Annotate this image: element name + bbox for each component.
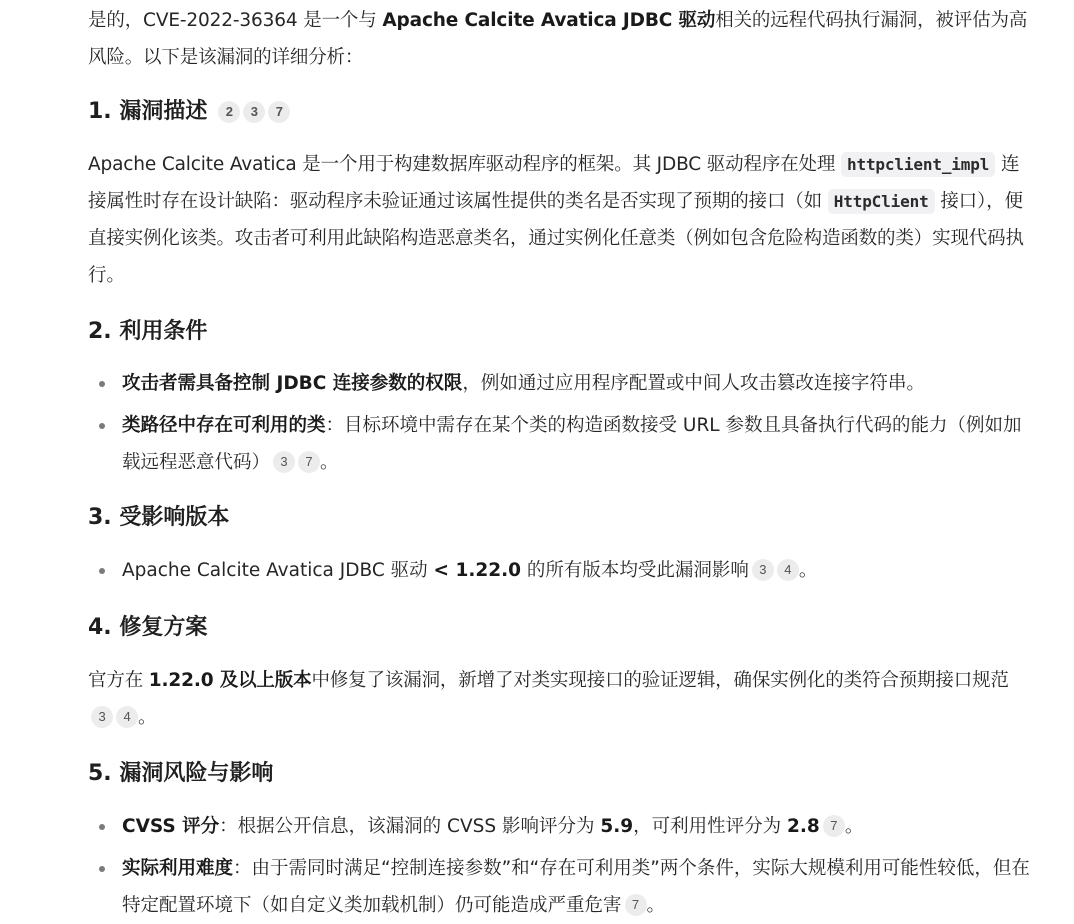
section-4-text-2: 中修复了该漏洞，新增了对类实现接口的验证逻辑，确保实例化的类符合预期接口规范: [311, 670, 1009, 691]
section-5-heading: 5. 漏洞风险与影响: [88, 761, 274, 786]
item-text: ，可利用性评分为: [633, 816, 788, 837]
item-bold: 类路径中存在可利用的类: [122, 415, 326, 436]
section-1-paragraph: [88, 146, 1033, 294]
bullet-dot: [99, 568, 105, 574]
item-text: ，例如通过应用程序配置或中间人攻击篡改连接字符串。: [462, 373, 925, 394]
citation-badge[interactable]: 7: [298, 451, 320, 473]
intro-bold: Apache Calcite Avatica JDBC 驱动: [382, 10, 716, 31]
item-bold: CVSS 评分: [122, 816, 220, 837]
inline-code: httpclient_impl: [841, 152, 995, 177]
section-3-heading: 3. 受影响版本: [88, 505, 230, 530]
section-4-paragraph: [88, 662, 1033, 736]
list-item: [88, 850, 1033, 924]
citation-badge[interactable]: 2: [218, 101, 240, 123]
section-4-bold: 1.22.0 及以上版本: [148, 670, 312, 691]
citation-badge[interactable]: 3: [273, 451, 295, 473]
citation-badge[interactable]: 3: [243, 101, 265, 123]
list-item: [88, 407, 1033, 481]
section-1-text-2: 连接属性时存在设计缺陷：驱动程序未验证通过该属性提供的类名是否实现了预期的接口（如: [88, 154, 1020, 212]
list-item: [88, 365, 1033, 402]
bullet-dot: [99, 423, 105, 429]
section-4-text-1: 官方在: [88, 670, 149, 691]
citation-badge[interactable]: 3: [91, 706, 113, 728]
section-5-list: [88, 808, 1033, 924]
intro-paragraph: [88, 2, 1033, 76]
item-text: ：目标环境中需存在某个类的构造函数接受 URL 参数且具备执行代码的能力（例如加载远程恶意代码）: [122, 415, 1022, 473]
section-2-heading: 2. 利用条件: [88, 319, 208, 344]
item-text: Apache Calcite Avatica JDBC 驱动: [122, 560, 434, 581]
section-4-tail: 。: [138, 707, 157, 728]
section-3-list: [88, 552, 1033, 589]
item-bold: < 1.22.0: [433, 560, 522, 581]
list-item: [88, 808, 1033, 845]
item-text: ：由于需同时满足“控制连接参数”和“存在可利用类”两个条件，实际大规模利用可能性较低，但在特定配置环境下（如自定义类加载机制）仍可能造成严重危害: [122, 858, 1030, 916]
item-bold: 攻击者需具备控制 JDBC 连接参数的权限: [122, 373, 463, 394]
bullet-dot: [99, 866, 105, 872]
item-text: ：根据公开信息，该漏洞的 CVSS 影响评分为: [219, 816, 601, 837]
citation-badge[interactable]: 7: [625, 894, 647, 916]
list-item: [88, 552, 1033, 589]
item-bold: 实际利用难度: [122, 858, 234, 879]
bullet-dot: [99, 824, 105, 830]
citation-badge[interactable]: 7: [268, 101, 290, 123]
section-1-title: 1. 漏洞描述: [88, 99, 208, 124]
item-tail: 。: [320, 452, 339, 473]
cvss-impact-score: 5.9: [600, 816, 634, 837]
citation-badge[interactable]: 4: [777, 559, 799, 581]
citation-badge[interactable]: 4: [116, 706, 138, 728]
item-tail: 。: [798, 560, 818, 581]
item-text: 的所有版本均受此漏洞影响: [521, 560, 749, 581]
intro-text-1: 是的，CVE-2022-36364 是一个与: [88, 10, 383, 31]
citation-badge[interactable]: 3: [752, 559, 774, 581]
inline-code: HttpClient: [828, 189, 935, 214]
section-1-text-3: 接口），便直接实例化该类。攻击者可利用此缺陷构造恶意类名，通过实例化任意类（例如包含危险构造函数的类）实现代码执行。: [88, 191, 1024, 286]
item-tail: 。: [844, 816, 864, 837]
section-1-heading: [88, 97, 1033, 127]
bullet-dot: [99, 381, 105, 387]
section-1-text-1: Apache Calcite Avatica 是一个用于构建数据库驱动程序的框架。其 JDBC 驱动程序在处理: [88, 154, 841, 175]
citation-badge[interactable]: 7: [823, 815, 845, 837]
section-4-heading: 4. 修复方案: [88, 615, 208, 640]
intro-text-2: 相关的远程代码执行漏洞，被评估为高风险。以下是该漏洞的详细分析：: [88, 10, 1028, 68]
item-tail: 。: [646, 895, 666, 916]
cvss-exploitability-score: 2.8: [787, 816, 820, 837]
section-2-list: [88, 365, 1033, 481]
